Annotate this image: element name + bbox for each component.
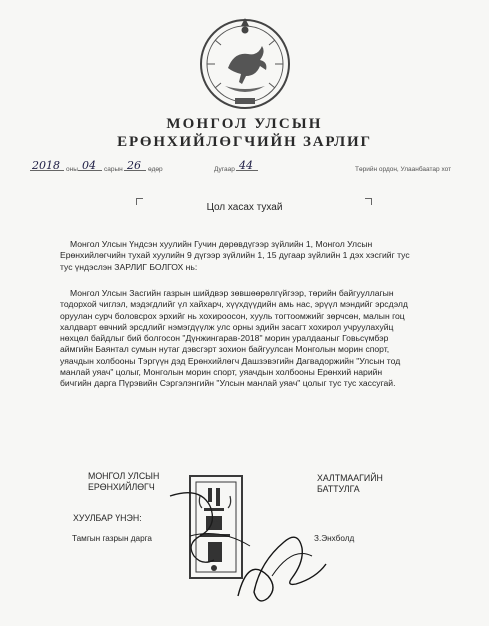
copy-verified-label: ХУУЛБАР ҮНЭН: (73, 513, 142, 523)
subject-title: Цол хасах тухай (206, 202, 283, 213)
clerk-signature-icon (232, 506, 355, 606)
president-name (317, 473, 383, 495)
paragraph-legal-basis (62, 239, 452, 273)
month-value: 04 (82, 159, 96, 172)
text-line: халдварт өвчний эрсдлийг нэмэгдүүлж улс орны эдийн засагт хохирол учруулахуйц (60, 321, 394, 332)
office-head-label: Тамгын газрын дарга (72, 534, 152, 543)
text-line: тус үндэслэн ЗАРЛИГ БОЛГОХ нь: (60, 261, 198, 272)
decree-number: 44 (239, 159, 253, 172)
president-title (88, 471, 159, 493)
day-value: 26 (127, 159, 141, 172)
clerk-name: З.Энхболд (314, 534, 355, 543)
year-value: 2018 (32, 159, 60, 172)
signature-left-line2: ЕРӨНХИЙЛӨГЧ (88, 482, 155, 492)
signature-right-line2: БАТТУЛГА (317, 484, 360, 494)
title-line-1: МОНГОЛ УЛСЫН (166, 116, 323, 132)
paragraph-decision (62, 288, 452, 390)
text-line: аймгийн Баянтал сумын нутаг дэвсгэрт зохион байгуулсан Монголын морин спорт, (60, 344, 390, 355)
text-line: Ерөнхийлөгчийн тухай хуулийн 9 дүгээр зүйлийн 1, 15 дугаар зүйлийн 1 дэх хэсгийг тус (60, 250, 410, 261)
day-suffix: өдөр (148, 166, 163, 173)
signature-right-line1: ХАЛТМААГИЙН (317, 473, 383, 483)
signature-left-line1: МОНГОЛ УЛСЫН (88, 471, 160, 481)
text-line: тодорхой чиглэл, мэдэгдлийг үл хайхарч, хүүхдүүдийн амь нас, эрүүл мэндийг эрсдэлд (60, 299, 408, 310)
number-label: Дугаар (214, 166, 235, 173)
text-line: оруулан сурч боловсрох эрхийг нь хохироосон, хууль тогтоомжийг зөрчсөн, малын гоц (60, 310, 405, 321)
text-line: Монгол Улсын Үндсэн хуулийн Гучин дөрөвдүгээр зүйлийн 1, Монгол Улсын (70, 239, 373, 249)
state-emblem-icon (195, 12, 295, 112)
text-line: уяачдын холбооны Тэргүүн дэд Ерөнхийлөгч Дашзэвэгийн Дагвадоржийн "Улсын тод (60, 355, 401, 366)
title-line-2: ЕРӨНХИЙЛӨГЧИЙН ЗАРЛИГ (117, 134, 372, 150)
date-line (30, 158, 470, 178)
place-label: Төрийн ордон, Улаанбаатар хот (355, 166, 452, 173)
text-line: манлай уяач" цолыг, Монголын морин спорт, уяачдын холбооны Ерөнхий нарийн (60, 367, 383, 378)
text-line: нөхцөл байдлыг бий болгосон "Дүнжингарав-2018" морин уралдааныг Говьсүмбэр (60, 333, 389, 344)
month-suffix: сарын (104, 166, 123, 173)
text-line: Монгол Улсын Засгийн газрын шийдвэр зөвшөөрөлгүйгээр, төрийн байгууллагын (70, 288, 394, 298)
text-line: бичгийн дарга Пүрэвийн Сэргэлэнгийн "Улсын манлай уяач" цолыг тус тус хассугай. (60, 378, 396, 389)
year-suffix: оны (66, 166, 78, 173)
